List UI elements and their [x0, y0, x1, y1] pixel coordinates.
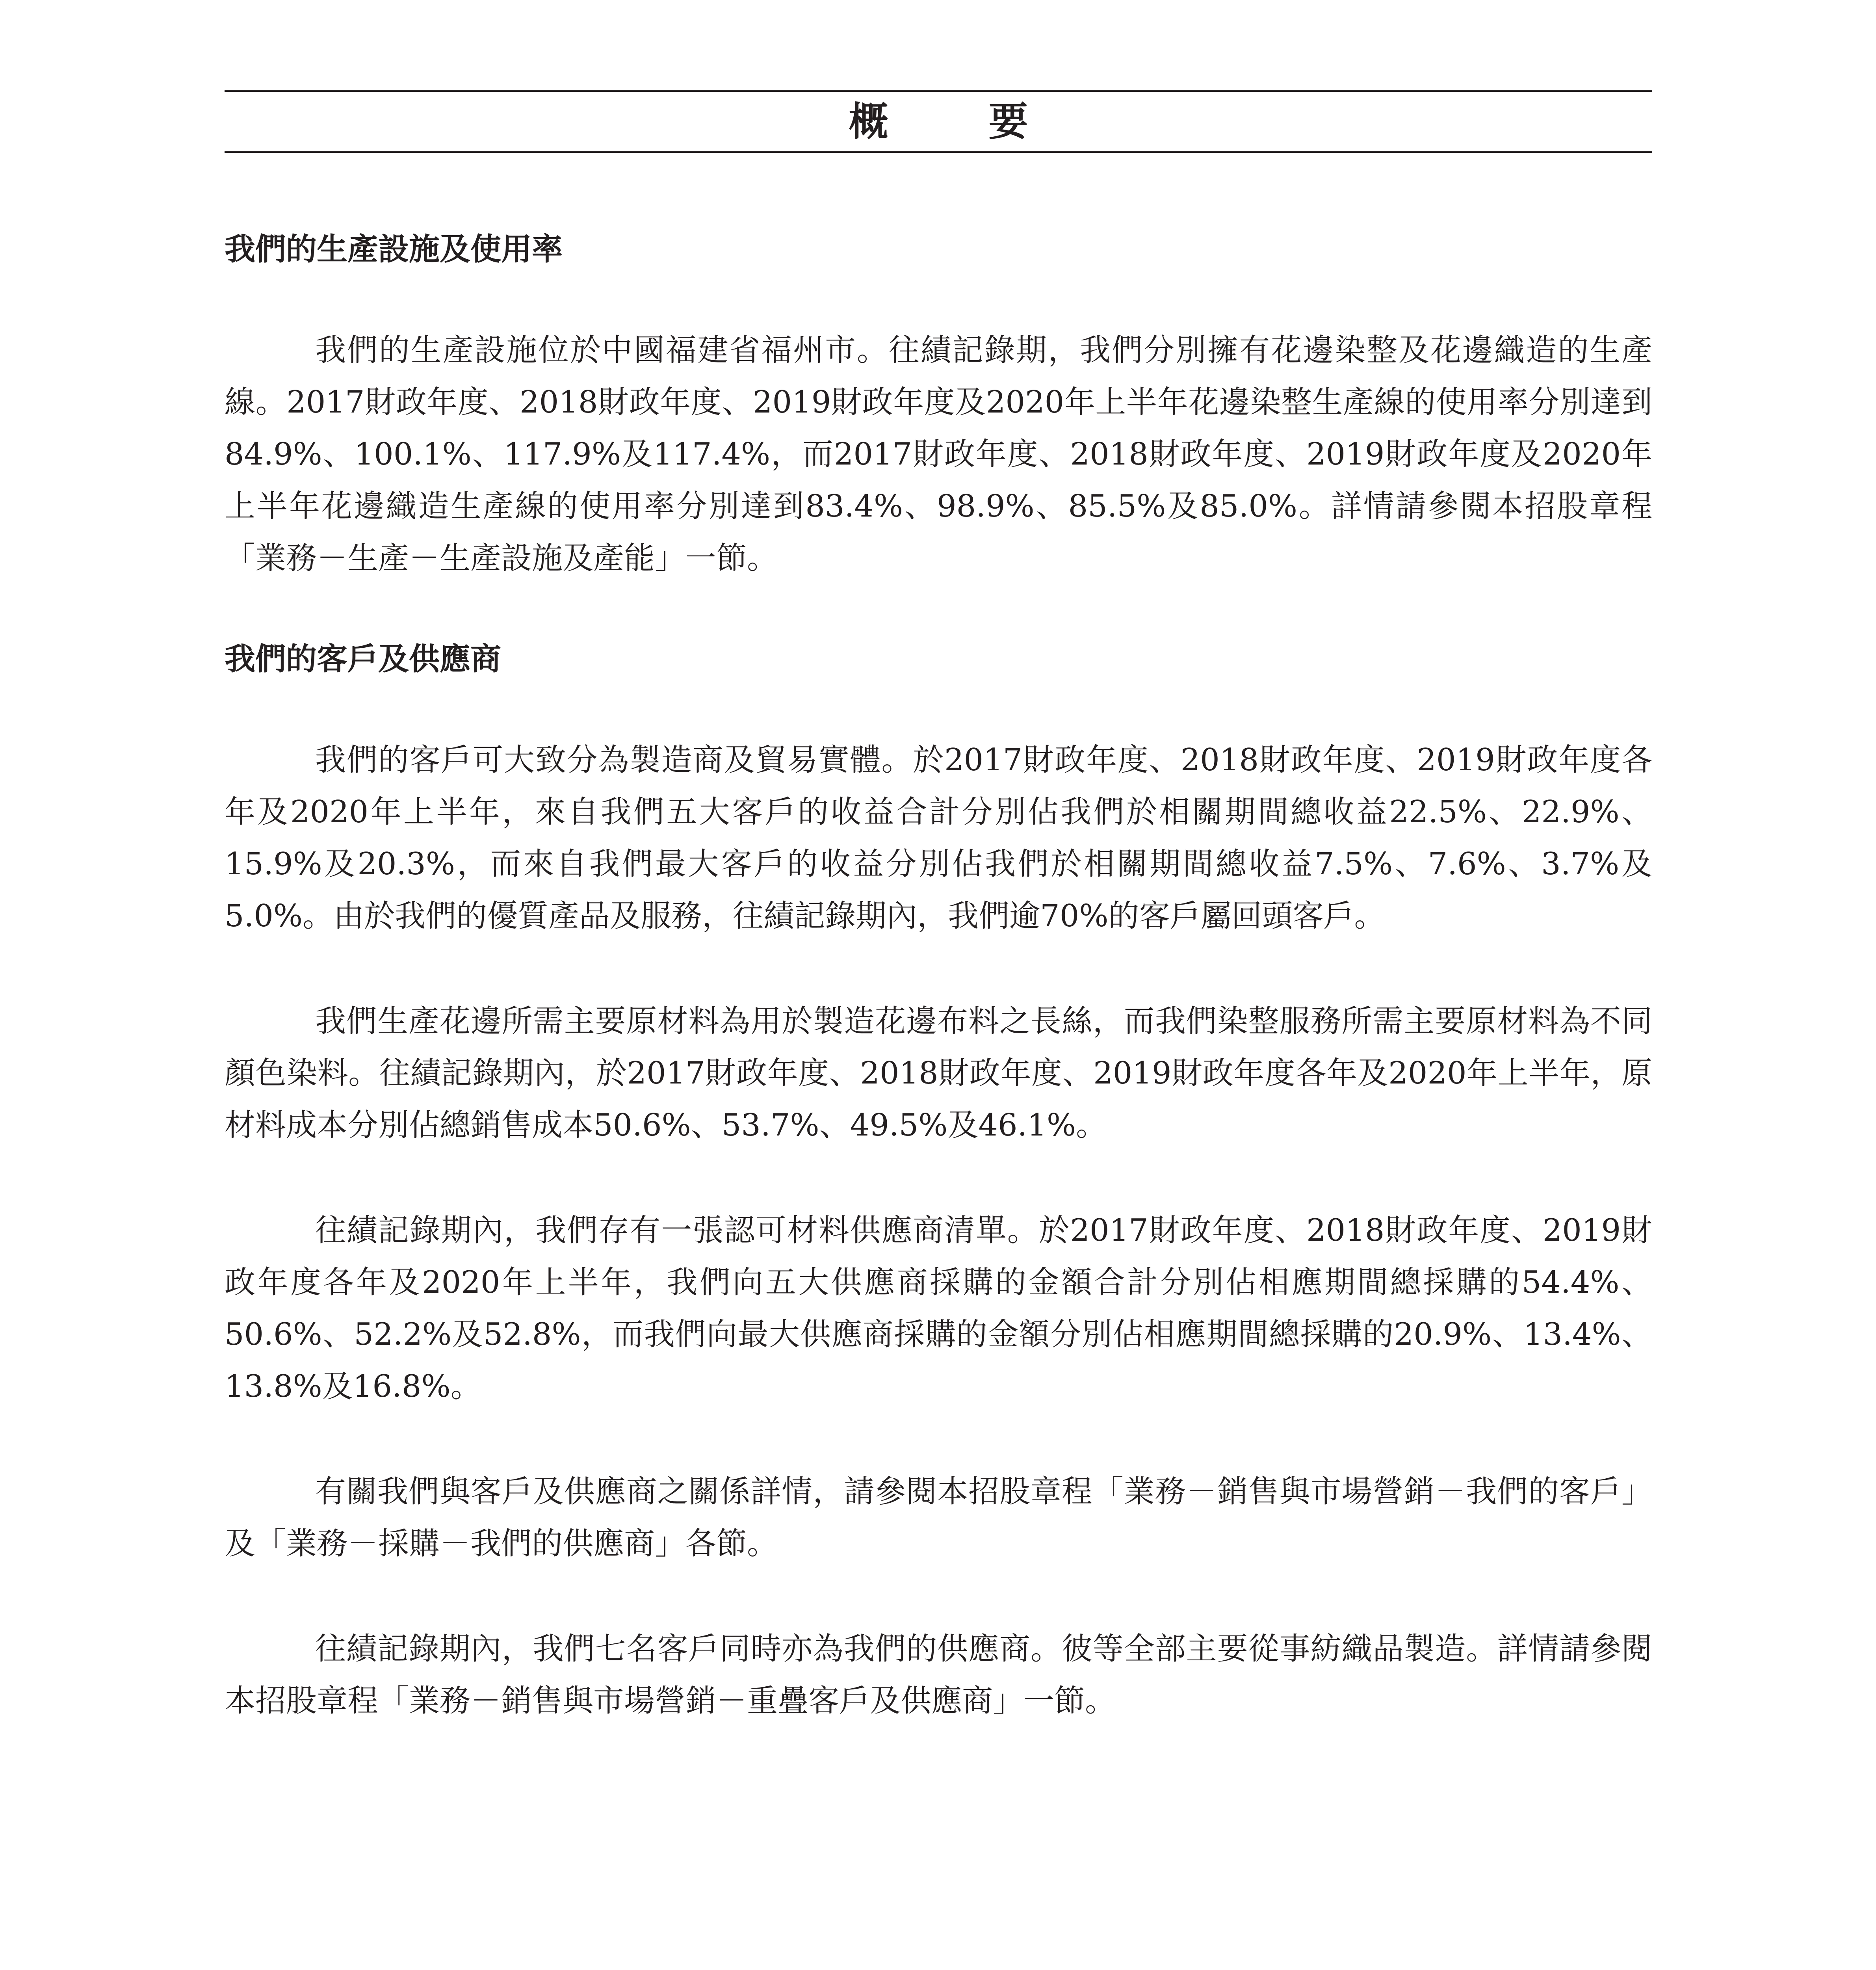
- paragraph-production-facilities: 我們的生產設施位於中國福建省福州市。往績記錄期，我們分別擁有花邊染整及花邊織造的生產線。2017財政年度、2018財政年度、2019財政年度及2020年上半年花邊染整生產線的使用率分別達到84.9%、100.1%、117.9%及117.4%，而2017財政年度、2018財政年度、2019財政年度及2020年上半年花邊織造生產線的使用率分別達到83.4%、98.9%、85.5%及85.0%。詳情請參閱本招股章程「業務－生產－生產設施及產能」一節。: [225, 333, 1652, 576]
- section-heading-production-facilities: 我們的生產設施及使用率: [225, 231, 563, 267]
- document-page: [225, 90, 1652, 1727]
- paragraph-overlapping-customers-suppliers: 往績記錄期內，我們七名客戶同時亦為我們的供應商。彼等全部主要從事紡織品製造。詳情請參閱本招股章程「業務－銷售與市場營銷－重疊客戶及供應商」一節。: [225, 1631, 1652, 1719]
- paragraph-customers: 我們的客戶可大致分為製造商及貿易實體。於2017財政年度、2018財政年度、2019財政年度各年及2020年上半年，來自我們五大客戶的收益合計分別佔我們於相關期間總收益22.5%、22.9%、15.9%及20.3%，而來自我們最大客戶的收益分別佔我們於相關期間總收益7.5%、7.6%、3.7%及5.0%。由於我們的優質產品及服務，往績記錄期內，我們逾70%的客戶屬回頭客戶。: [225, 742, 1652, 934]
- section-heading-customers-suppliers: 我們的客戶及供應商: [225, 641, 502, 677]
- paragraph-raw-materials: 我們生產花邊所需主要原材料為用於製造花邊布料之長絲，而我們染整服務所需主要原材料為不同顏色染料。往績記錄期內，於2017財政年度、2018財政年度、2019財政年度各年及2020年上半年，原材料成本分別佔總銷售成本50.6%、53.7%、49.5%及46.1%。: [225, 1004, 1652, 1143]
- page-title: 概 要: [849, 98, 1072, 145]
- paragraph-suppliers: 往績記錄期內，我們存有一張認可材料供應商清單。於2017財政年度、2018財政年度、2019財政年度各年及2020年上半年，我們向五大供應商採購的金額合計分別佔相應期間總採購的54.4%、50.6%、52.2%及52.8%，而我們向最大供應商採購的金額分別佔相應期間總採購的20.9%、13.4%、13.8%及16.8%。: [225, 1213, 1653, 1404]
- paragraph-relationship-details: 有關我們與客戶及供應商之關係詳情，請參閱本招股章程「業務－銷售與市場營銷－我們的客戶」及「業務－採購－我們的供應商」各節。: [225, 1474, 1652, 1561]
